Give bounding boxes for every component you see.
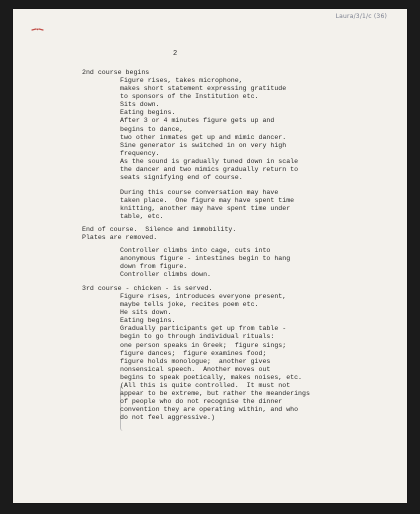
text-line: down from figure. [120,263,188,271]
text-line: table, etc. [120,213,164,221]
text-line: End of course. Silence and immobility. [82,226,237,233]
text-line: During this course conversation may have [120,189,279,196]
text-line: taken place. One figure may have spent time [120,197,295,205]
text-line: nonsensical speech. Another moves out [120,365,271,373]
text-block-s2-body [120,77,298,182]
archive-reference: Laura/3/1/c (36) [335,13,387,20]
text-block-end-course [82,226,236,242]
text-line: After 3 or 4 minutes figure gets up and [120,117,275,125]
text-line: Eating begins. [120,317,176,325]
text-line: of people who do not recognise the dinner [120,398,283,406]
text-line: two other inmates get up and mimic dancer. [120,133,287,141]
text-line: figure holds monologue; another gives [120,357,271,365]
text-line: to sponsors of the Institution etc. [120,93,259,101]
text-line: the dancer and two mimics gradually return to [120,166,299,174]
text-line: Plates are removed. [82,234,158,242]
text-block-controller [120,247,290,279]
page-number: 2 [173,50,178,58]
text-line: He sits down. [120,309,172,317]
text-line: (All this is quite controlled. It must not [120,382,291,390]
text-line: Sine generator is switched in on very high [120,141,287,149]
text-line: Controller climbs into cage, cuts into [120,247,271,254]
text-line: anonymous figure - intestines begin to hang [120,255,291,263]
text-line: begin to go through individual rituals: [120,333,275,341]
text-line: seats signifying end of course. [120,174,243,182]
text-block-s2-note [120,189,294,221]
red-mark-icon [31,26,45,33]
text-line: maybe tells joke, recites poem etc. [120,301,259,309]
text-line: begins to speak poetically, makes noises, etc. [120,373,303,381]
text-line: appear to be extreme, but rather the meanderings [120,390,310,398]
document-page [13,9,407,503]
text-line: makes short statement expressing gratitude [120,85,287,93]
text-line: frequency. [120,149,160,157]
text-line: As the sound is gradually tuned down in scale [120,157,299,165]
text-line: one person speaks in Greek; figure sings; [120,341,287,349]
text-line: begins to dance, [120,125,184,133]
text-block-s3-body [120,293,310,423]
text-line: convention they are operating within, and who [120,406,299,414]
text-block-s2-head [82,69,149,77]
text-line: 2nd course begins [82,69,150,76]
text-line: Figure rises, introduces everyone present, [120,293,287,300]
text-line: 3rd course - chicken - is served. [82,285,213,292]
text-line: Gradually participants get up from table - [120,325,287,333]
text-line: figure dances; figure examines food; [120,349,267,357]
text-block-s3-head [82,285,213,293]
text-line: do not feel aggressive.) [120,414,215,422]
text-line: Eating begins. [120,109,176,117]
text-line: Controller climbs down. [120,271,212,279]
text-line: Sits down. [120,101,160,109]
text-line: Figure rises, takes microphone, [120,77,243,84]
text-line: knitting, another may have spent time under [120,205,291,213]
